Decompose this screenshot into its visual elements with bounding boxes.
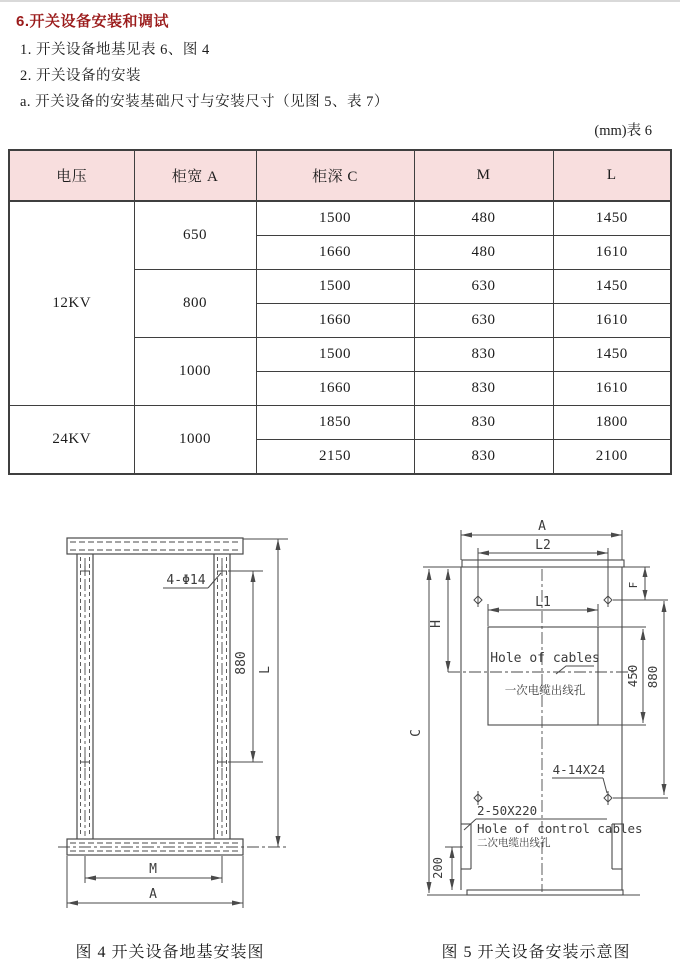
dim-L-label: L — [258, 666, 273, 674]
cell-depth: 1660 — [256, 304, 414, 338]
cell-m: 830 — [414, 406, 553, 440]
dim-H — [429, 569, 451, 672]
table-row — [9, 406, 671, 440]
header-m: M — [414, 150, 553, 201]
cell-l: 1450 — [553, 338, 671, 372]
dimension-table — [8, 149, 672, 475]
cell-l: 1610 — [553, 304, 671, 338]
cell-width: 800 — [134, 270, 256, 338]
dim-F — [627, 567, 648, 600]
cell-width: 650 — [134, 201, 256, 270]
left-channel-column — [77, 554, 93, 839]
dim-F-label: F — [627, 581, 640, 589]
cell-depth: 1500 — [256, 338, 414, 372]
dim-L1-label: L1 — [535, 595, 551, 610]
anchor-hole-marks — [80, 566, 227, 767]
cell-depth: 1500 — [256, 201, 414, 236]
cell-m: 630 — [414, 270, 553, 304]
dim-200 — [431, 847, 463, 890]
figure4-caption: 图 4 开关设备地基安装图 — [75, 944, 265, 961]
figure4-foundation-drawing — [30, 499, 310, 939]
cell-depth: 1660 — [256, 236, 414, 270]
header-voltage: 电压 — [9, 150, 134, 201]
figure5-installation-drawing — [405, 497, 677, 917]
slot-bottom-label: 2-50X220 — [477, 803, 538, 818]
dim-A-label: A — [149, 887, 157, 902]
table-unit-note: (mm)表 6 — [594, 123, 652, 139]
control-hole-label-zh: 二次电缆出线孔 — [477, 837, 551, 849]
cell-l: 1610 — [553, 236, 671, 270]
dim-200-label: 200 — [431, 857, 445, 879]
table-row — [9, 201, 671, 236]
dim-L — [243, 539, 288, 847]
dim-H-label: H — [429, 620, 444, 628]
dim-880-label: 880 — [234, 651, 249, 675]
cell-depth: 2150 — [256, 440, 414, 475]
control-hole-callout — [464, 803, 643, 849]
dim-L1 — [488, 595, 598, 626]
cell-m: 480 — [414, 201, 553, 236]
cell-m: 830 — [414, 338, 553, 372]
cell-width: 1000 — [134, 406, 256, 475]
dim-880 — [645, 601, 667, 795]
cell-m: 630 — [414, 304, 553, 338]
cell-depth: 1850 — [256, 406, 414, 440]
dim-A-label: A — [538, 519, 546, 534]
dim-450 — [625, 629, 646, 723]
table-header-row — [9, 150, 671, 201]
hole-callout-label: 4-Φ14 — [166, 573, 206, 588]
control-hole-label-en: Hole of control cables — [477, 821, 643, 836]
header-width: 柜宽 A — [134, 150, 256, 201]
body-line-1: 1. 开关设备地基见表 6、图 4 — [20, 42, 210, 58]
section-title: 6.开关设备安装和调试 — [16, 13, 170, 30]
primary-cable-hole — [488, 627, 598, 725]
cell-width: 1000 — [134, 338, 256, 406]
cell-m: 830 — [414, 440, 553, 475]
dim-L2 — [478, 538, 608, 594]
body-line-3: a. 开关设备的安装基础尺寸与安装尺寸（见图 5、表 7） — [20, 94, 389, 110]
cell-voltage: 12KV — [9, 201, 134, 406]
figure5-caption: 图 5 开关设备安装示意图 — [441, 944, 631, 961]
hole-callout — [163, 573, 221, 588]
body-line-2: 2. 开关设备的安装 — [20, 68, 141, 84]
cell-l: 1800 — [553, 406, 671, 440]
cell-m: 480 — [414, 236, 553, 270]
cell-l: 1450 — [553, 270, 671, 304]
dim-M-label: M — [149, 862, 157, 877]
cable-hole-callout — [490, 651, 600, 697]
dim-M — [85, 856, 222, 883]
cell-l: 1610 — [553, 372, 671, 406]
right-channel-column — [214, 554, 230, 839]
cable-hole-label-en: Hole of cables — [490, 651, 600, 666]
cell-depth: 1500 — [256, 270, 414, 304]
cell-depth: 1660 — [256, 372, 414, 406]
dim-450-label: 450 — [625, 664, 640, 688]
cell-l: 2100 — [553, 440, 671, 475]
slot-top-label: 4-14X24 — [552, 762, 606, 777]
cell-m: 830 — [414, 372, 553, 406]
dim-C-label: C — [409, 729, 424, 737]
cell-voltage: 24KV — [9, 406, 134, 475]
header-depth: 柜深 C — [256, 150, 414, 201]
dim-880-label: 880 — [645, 665, 660, 689]
dim-C — [409, 569, 432, 893]
slot-callout-top — [552, 762, 607, 793]
cable-hole-label-zh: 一次电缆出线孔 — [504, 685, 586, 697]
header-l: L — [553, 150, 671, 201]
dim-L2-label: L2 — [535, 538, 551, 553]
cell-l: 1450 — [553, 201, 671, 236]
